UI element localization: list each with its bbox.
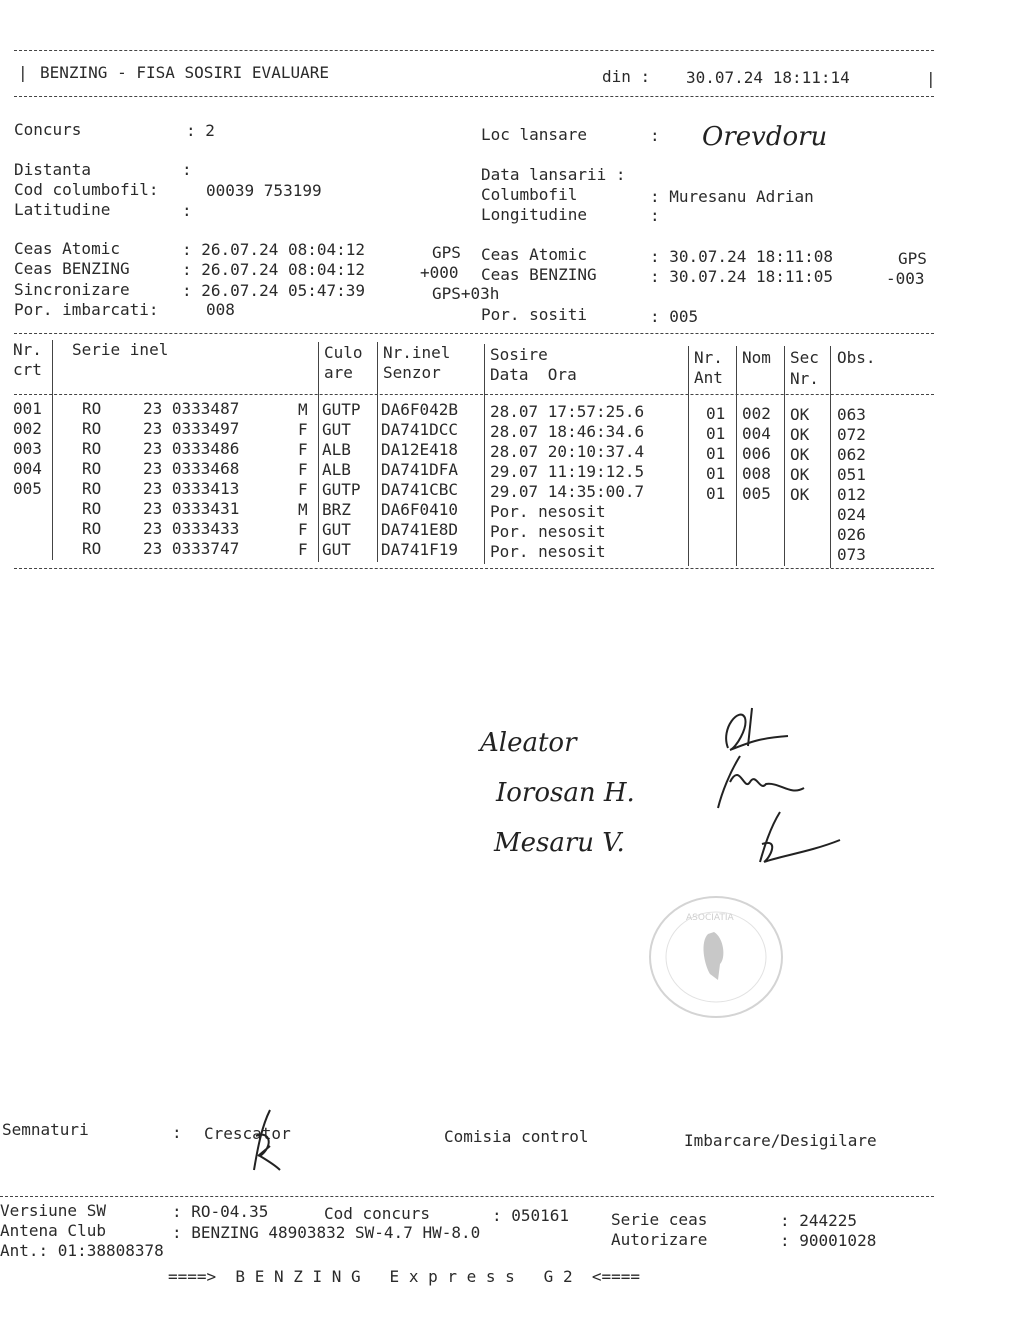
header-din-label: din : [602, 67, 651, 86]
cell-country: RO [82, 459, 102, 478]
col-header-nrinel: Nr.inel [383, 343, 451, 362]
crescator-label: Crescator [204, 1124, 291, 1143]
cell-color: ALB [322, 440, 351, 459]
col-header-nr: Nr. [13, 340, 42, 359]
cell-ring-number: 23 0333413 [143, 479, 240, 498]
clock-left-label: Sincronizare [14, 280, 130, 299]
cell-nom: 008 [742, 464, 771, 483]
col-header-sec: Sec [790, 348, 819, 367]
por-sositi-value: : 005 [650, 307, 699, 326]
handwritten-name: Aleator [480, 728, 577, 758]
col-sep [784, 346, 785, 566]
longitudine-label: Longitudine [481, 205, 587, 224]
cell-ring-number: 23 0333497 [143, 419, 240, 438]
clock-left-label: Ceas BENZING [14, 259, 130, 278]
serie-ceas-value: : 244225 [780, 1211, 858, 1230]
col-sep [318, 342, 319, 562]
clock-left-value: : 26.07.24 08:04:12 [182, 260, 366, 279]
cell-nom: 002 [742, 404, 771, 423]
club-stamp [648, 894, 784, 1020]
cell-obs: 073 [837, 545, 866, 564]
concurs-label: Concurs [14, 120, 82, 139]
cod-columbofil-label: Cod columbofil: [14, 180, 159, 199]
col-header-ant-2: Ant [694, 368, 723, 387]
loc-lansare-handwritten: Orevdoru [702, 122, 828, 152]
cell-color: GUTP [322, 400, 361, 419]
top-rule [14, 50, 934, 51]
cell-arrival: Por. nesosit [490, 502, 606, 521]
cod-concurs-value: : 050161 [492, 1206, 570, 1225]
signature-1 [700, 698, 800, 758]
autorizare-value: : 90001028 [780, 1231, 877, 1250]
cell-ring-number: 23 0333431 [143, 499, 240, 518]
por-sositi-label: Por. sositi [481, 305, 587, 324]
cell-arrival: 28.07 17:57:25.6 [490, 402, 645, 421]
handwritten-name: Iorosan H. [496, 778, 635, 808]
cell-nr: 004 [13, 459, 42, 478]
cell-antenna: 01 [706, 424, 726, 443]
col-header-nom: Nom [742, 348, 771, 367]
cell-sec: OK [790, 485, 810, 504]
cell-sec: OK [790, 445, 810, 464]
cell-obs: 051 [837, 465, 866, 484]
col-header-senzor: Senzor [383, 363, 441, 382]
clock-right-suffix: GPS [898, 249, 927, 268]
cell-obs: 012 [837, 485, 866, 504]
cell-nr: 005 [13, 479, 42, 498]
col-sep [377, 342, 378, 562]
cell-sex: F [298, 440, 308, 459]
por-imbarcati-value: 008 [206, 300, 235, 319]
cell-antenna: 01 [706, 444, 726, 463]
col-sep [736, 346, 737, 566]
antena-label: Antena Club [0, 1221, 106, 1240]
loc-lansare-label: Loc lansare [481, 125, 587, 144]
header-datetime: 30.07.24 18:11:14 [686, 68, 850, 87]
cell-sensor: DA741F19 [381, 540, 459, 559]
cell-country: RO [82, 499, 102, 518]
col-sep [688, 346, 689, 566]
cell-sex: F [298, 420, 308, 439]
table-top-rule [14, 333, 934, 334]
cell-sensor: DA6F0410 [381, 500, 459, 519]
autorizare-label: Autorizare [611, 1230, 708, 1249]
distanta-colon: : [182, 160, 192, 179]
versiune-value: : RO-04.35 [172, 1202, 269, 1221]
columbofil-value: : Muresanu Adrian [650, 187, 814, 206]
cell-color: GUT [322, 520, 351, 539]
col-header-sec-nr: Nr. [790, 369, 819, 388]
cell-nr: 001 [13, 399, 42, 418]
col-header-data-ora: Data Ora [490, 365, 577, 384]
cell-arrival: 29.07 11:19:12.5 [490, 462, 645, 481]
signature-3 [740, 808, 850, 868]
cod-columbofil-value: 00039 753199 [206, 181, 322, 200]
cell-ring-number: 23 0333433 [143, 519, 240, 538]
document-title: BENZING - FISA SOSIRI EVALUARE [40, 63, 329, 82]
cell-color: GUT [322, 420, 351, 439]
cell-country: RO [82, 479, 102, 498]
versiune-label: Versiune SW [0, 1201, 106, 1220]
cell-ring-number: 23 0333468 [143, 459, 240, 478]
cell-sensor: DA741DFA [381, 460, 459, 479]
cell-country: RO [82, 519, 102, 538]
col-header-serie: Serie inel [72, 340, 169, 359]
columbofil-label: Columbofil [481, 185, 578, 204]
ant-line: Ant.: 01:38808378 [0, 1241, 164, 1260]
cell-nom: 004 [742, 424, 771, 443]
footer-top-rule [0, 1196, 934, 1197]
cell-arrival: 28.07 20:10:37.4 [490, 442, 645, 461]
serie-ceas-label: Serie ceas [611, 1210, 708, 1229]
distanta-label: Distanta [14, 160, 92, 179]
clock-right-label: Ceas Atomic [481, 245, 587, 264]
cell-sensor: DA741E8D [381, 520, 459, 539]
header-bottom-rule [14, 96, 934, 97]
clock-left-suffix: +000 [420, 263, 459, 282]
cell-ring-number: 23 0333487 [143, 399, 240, 418]
cell-sensor: DA12E418 [381, 440, 459, 459]
cell-arrival: 28.07 18:46:34.6 [490, 422, 645, 441]
cell-antenna: 01 [706, 404, 726, 423]
col-sep [52, 340, 53, 560]
cell-country: RO [82, 399, 102, 418]
cell-sex: F [298, 460, 308, 479]
handwritten-name: Mesaru V. [494, 828, 625, 858]
latitudine-label: Latitudine [14, 200, 111, 219]
col-header-culoare-2: are [324, 363, 353, 382]
cell-country: RO [82, 419, 102, 438]
cell-sex: M [298, 500, 308, 519]
col-header-ant: Nr. [694, 348, 723, 367]
cell-nr: 002 [13, 419, 42, 438]
col-sep [830, 346, 831, 568]
cell-ring-number: 23 0333747 [143, 539, 240, 558]
col-header-obs: Obs. [837, 348, 876, 367]
col-header-sosire: Sosire [490, 345, 548, 364]
stamp-text: ASOCIATIA [686, 913, 734, 923]
cell-obs: 063 [837, 405, 866, 424]
cell-sensor: DA741DCC [381, 420, 459, 439]
cell-antenna: 01 [706, 484, 726, 503]
cell-ring-number: 23 0333486 [143, 439, 240, 458]
table-header-rule [14, 394, 934, 395]
header-right-bar: | [926, 69, 936, 88]
comisia-label: Comisia control [444, 1127, 589, 1146]
cell-sec: OK [790, 405, 810, 424]
latitudine-colon: : [182, 201, 192, 220]
clock-left-suffix: GPS [432, 243, 461, 262]
longitudine-colon: : [650, 206, 660, 225]
cell-obs: 062 [837, 445, 866, 464]
cod-concurs-label: Cod concurs [324, 1204, 430, 1223]
cell-nom: 005 [742, 484, 771, 503]
cell-country: RO [82, 539, 102, 558]
por-imbarcati-label: Por. imbarcati: [14, 300, 159, 319]
col-sep [484, 344, 485, 564]
clock-left-value: : 26.07.24 05:47:39 [182, 281, 366, 300]
cell-color: GUTP [322, 480, 361, 499]
cell-nr: 003 [13, 439, 42, 458]
header-left-bar: | [18, 63, 28, 82]
express-banner: ====> B E N Z I N G E x p r e s s G 2 <==== [168, 1267, 641, 1286]
clock-left-value: : 26.07.24 08:04:12 [182, 240, 366, 259]
cell-color: ALB [322, 460, 351, 479]
cell-arrival: 29.07 14:35:00.7 [490, 482, 645, 501]
table-bottom-rule [14, 568, 934, 569]
col-header-culoare: Culo [324, 343, 363, 362]
cell-arrival: Por. nesosit [490, 542, 606, 561]
cell-sec: OK [790, 425, 810, 444]
cell-country: RO [82, 439, 102, 458]
col-header-nr-crt: crt [13, 360, 42, 379]
cell-arrival: Por. nesosit [490, 522, 606, 541]
cell-color: BRZ [322, 500, 351, 519]
loc-lansare-colon: : [650, 126, 660, 145]
antena-value: : BENZING 48903832 SW-4.7 HW-8.0 [172, 1223, 481, 1242]
imbarcare-label: Imbarcare/Desigilare [684, 1131, 877, 1150]
clock-left-label: Ceas Atomic [14, 239, 120, 258]
cell-nom: 006 [742, 444, 771, 463]
signature-2 [700, 752, 820, 812]
crescator-signature [240, 1106, 290, 1176]
cell-sensor: DA741CBC [381, 480, 459, 499]
cell-color: GUT [322, 540, 351, 559]
cell-sex: F [298, 540, 308, 559]
cell-obs: 072 [837, 425, 866, 444]
clock-right-suffix: -003 [886, 269, 925, 288]
clock-right-value: : 30.07.24 18:11:08 [650, 247, 834, 266]
cell-obs: 026 [837, 525, 866, 544]
semnaturi-colon: : [172, 1123, 182, 1142]
clock-right-label: Ceas BENZING [481, 265, 597, 284]
clock-left-suffix: GPS+03h [432, 284, 500, 303]
cell-sex: M [298, 400, 308, 419]
cell-sec: OK [790, 465, 810, 484]
cell-obs: 024 [837, 505, 866, 524]
clock-right-value: : 30.07.24 18:11:05 [650, 267, 834, 286]
cell-sensor: DA6F042B [381, 400, 459, 419]
cell-sex: F [298, 480, 308, 499]
data-lansarii-label: Data lansarii : [481, 165, 626, 184]
cell-sex: F [298, 520, 308, 539]
concurs-value: : 2 [186, 121, 215, 140]
cell-antenna: 01 [706, 464, 726, 483]
semnaturi-label: Semnaturi [2, 1120, 89, 1139]
